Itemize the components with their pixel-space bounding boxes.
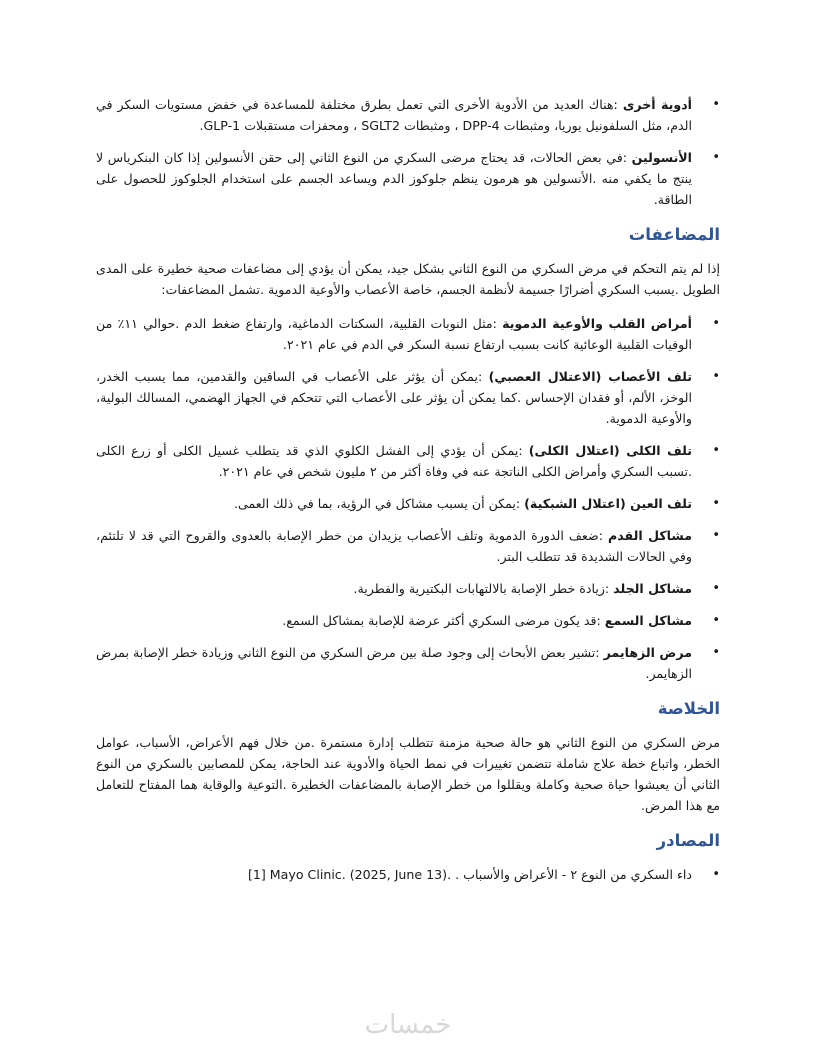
item-term: مشاكل الجلد (613, 581, 692, 596)
item-text: :يمكن أن يسبب مشاكل في الرؤية، بما في ذلك العمى. (233, 496, 525, 511)
list-item (96, 440, 720, 482)
sources-list (96, 864, 720, 885)
list-item (96, 642, 720, 684)
complications-list (96, 313, 720, 684)
item-text: :تشير بعض الأبحاث إلى وجود صلة بين مرض السكري من النوع الثاني وزيادة خطر الإصابة بمرض الزهايمر. (96, 645, 692, 681)
list-item (96, 493, 720, 514)
list-item (96, 313, 720, 355)
list-item (96, 366, 720, 429)
watermark-logo: خمسات (364, 1010, 452, 1040)
item-term: أمراض القلب والأوعية الدموية (502, 316, 692, 331)
item-text: :هناك العديد من الأدوية الأخرى التي تعمل بطرق مختلفة للمساعدة في خفض مستويات السكر في الدم، مثل السلفونيل يوريا، ومثبطات DPP-4 ، ومثبطات SGLT2 ، ومحفزات مستقبلات GLP-1. (96, 97, 692, 133)
item-text: :في بعض الحالات، قد يحتاج مرضى السكري من النوع الثاني إلى حقن الأنسولين إذا كان البنكرياس لا ينتج ما يكفي منه .الأنسولين هو هرمون ينظم جلوكوز الدم ويساعد الجسم على استخدام الجلوكوز للحصول على الطاقة. (96, 150, 692, 207)
document-body (96, 94, 720, 896)
item-text: :يمكن أن يؤثر على الأعصاب في الساقين والقدمين، مما يسبب الخدر، الوخز، الألم، أو فقدان الإحساس .كما يمكن أن يؤثر على الأعصاب التي تتحكم في الجهاز الهضمي، المسالك البولية، والأوعية الدموية. (96, 369, 692, 426)
item-text: :مثل النوبات القلبية، السكتات الدماغية، وارتفاع ضغط الدم .حوالي ١١٪ من الوفيات القلبية الوعائية كانت بسبب ارتفاع نسبة السكر في الدم في عام ٢٠٢١. (96, 316, 692, 352)
list-item (96, 147, 720, 210)
treatment-list (96, 94, 720, 210)
item-text: :ضعف الدورة الدموية وتلف الأعصاب يزيدان من خطر الإصابة بالعدوى والقروح التي قد لا تلتئم، وفي الحالات الشديدة قد تتطلب البتر. (96, 528, 692, 564)
item-term: مشاكل القدم (608, 528, 693, 543)
item-term: تلف العين (اعتلال الشبكية) (524, 496, 692, 511)
list-item (96, 610, 720, 631)
item-text: :يمكن أن يؤدي إلى الفشل الكلوي الذي قد يتطلب غسيل الكلى أو زرع الكلى .تسبب السكري وأمراض الكلى الناتجة عنه في وفاة أكثر من ٢ مليون شخص في عام ٢٠٢١. (96, 443, 692, 479)
conclusion-text: مرض السكري من النوع الثاني هو حالة صحية مزمنة تتطلب إدارة مستمرة .من خلال فهم الأعراض، الأسباب، عوامل الخطر، واتباع خطة علاج شاملة تتضمن تغييرات في نمط الحياة والأدوية عند الحاجة، يمكن للمصابين بالسكري من النوع الثاني أن يعيشوا حياة صحية وكاملة ويقللوا من خطر الإصابة بالمضاعفات الخطيرة .التوعية والوقاية هما المفتاح للتعامل مع هذا المرض. (96, 735, 720, 813)
list-item (96, 94, 720, 136)
item-term: الأنسولين (631, 150, 692, 165)
item-term: مشاكل السمع (604, 613, 692, 628)
source-citation: [1] Mayo Clinic. (2025, June 13). (247, 867, 452, 882)
item-term: أدوية أخرى (622, 97, 692, 112)
item-text: :زيادة خطر الإصابة بالالتهابات البكتيرية والفطرية. (353, 581, 614, 596)
item-term: تلف الأعصاب (الاعتلال العصبي) (488, 369, 692, 384)
list-item (96, 578, 720, 599)
complications-intro: إذا لم يتم التحكم في مرض السكري من النوع الثاني بشكل جيد، يمكن أن يؤدي إلى مضاعفات صحية خطيرة على المدى الطويل .يسبب السكري أضرارًا جسيمة لأنظمة الجسم، خاصة الأعصاب والأوعية الدموية .تشمل المضاعفات: (96, 261, 720, 297)
item-term: مرض الزهايمر (603, 645, 692, 660)
sources-heading: المصادر (656, 831, 720, 850)
item-text: :قد يكون مرضى السكري أكثر عرضة للإصابة بمشاكل السمع. (282, 613, 605, 628)
complications-heading: المضاعفات (628, 225, 720, 244)
list-item (96, 864, 720, 885)
list-item (96, 525, 720, 567)
item-term: تلف الكلى (اعتلال الكلى) (528, 443, 692, 458)
conclusion-heading: الخلاصة (657, 699, 720, 718)
source-title: داء السكري من النوع ٢ - الأعراض والأسباب . (455, 867, 692, 882)
